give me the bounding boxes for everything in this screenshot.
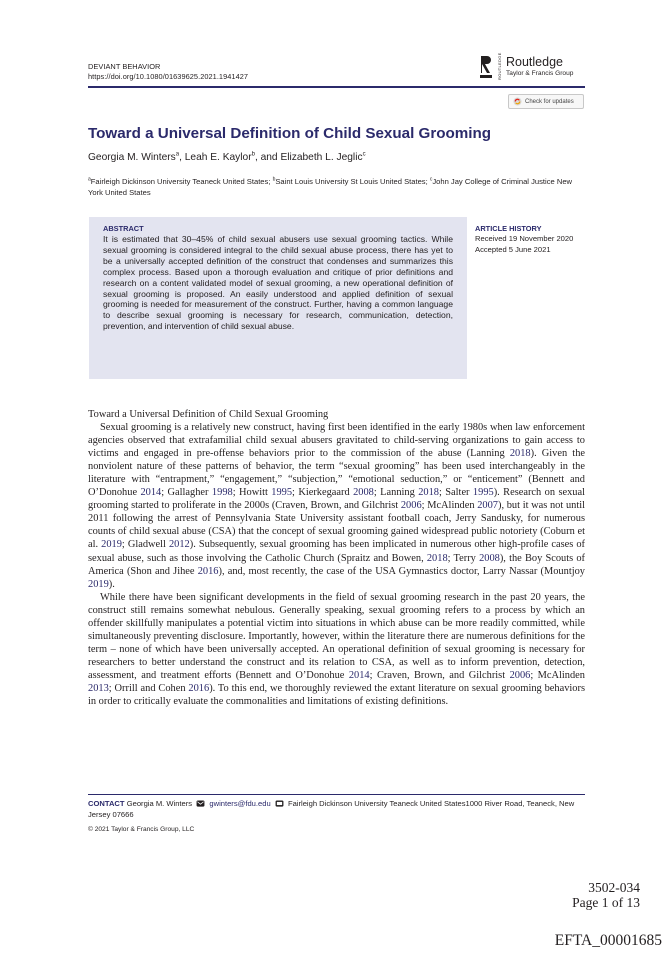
citation-link[interactable]: 2013 bbox=[88, 682, 109, 694]
citation-link[interactable]: 1998 bbox=[211, 487, 233, 499]
citation-link[interactable]: 2016 bbox=[188, 682, 210, 694]
body-paragraph-2: While there have been significant developments in the field of sexual grooming research in the past 20 years, the construct still remains somewhat nebulous. Generally speaking, sexual grooming refers to a process by which an offender skillfully manipulates a potential victim into situations in which abuse can be more readily committed, while simultaneously preventing disclosure. Importantly, however, within the literature there are numerous definitions for the term – none of which have been universally accepted. An operational definition of sexual grooming is necessary for researchers to better understand the construct and its relation to CSA, as well as to inform prevention, detection, assessment, and treatment efforts (Bennett and O’Donohue 2014; Craven, Brown, and Gilchrist 2006; McAlinden 2013; Orrill and Cohen 2016). To this end, we thoroughly reviewed the extant literature on sexual grooming behaviors in order to critically evaluate the commonalities and limitations of existing definitions. bbox=[88, 591, 585, 708]
citation-link[interactable]: 2007 bbox=[477, 500, 498, 512]
article-history bbox=[475, 224, 590, 255]
citation-link[interactable]: 2014 bbox=[348, 669, 370, 681]
author-name: Leah E. Kaylor bbox=[184, 152, 252, 163]
citation-link[interactable]: 1995 bbox=[472, 487, 494, 499]
citation-link[interactable]: 2018 bbox=[426, 552, 448, 564]
affiliation-text: Saint Louis University St Louis United States; bbox=[275, 177, 430, 186]
author-affiliation-marker: a bbox=[175, 151, 180, 158]
contact-name: Georgia M. Winters bbox=[126, 799, 193, 808]
publisher-name: Routledge bbox=[506, 55, 563, 69]
citation-link[interactable]: 2016 bbox=[197, 565, 219, 577]
citation-link[interactable]: 1995 bbox=[271, 487, 293, 499]
contact-address: Fairleigh Dickinson University Teaneck United States1000 River Road, Teaneck, New Jersey 07666 bbox=[88, 799, 575, 819]
author-affiliation-marker: b bbox=[251, 151, 255, 158]
affiliation-marker: c bbox=[429, 176, 433, 183]
contact-label: CONTACT bbox=[88, 799, 125, 808]
affiliations bbox=[88, 177, 588, 198]
citation-link[interactable]: 2006 bbox=[400, 500, 422, 512]
check-updates-label: Check for updates bbox=[525, 98, 574, 105]
citation-link[interactable]: 2014 bbox=[140, 487, 162, 499]
received-date: Received 19 November 2020 bbox=[475, 234, 574, 244]
body-paragraph-1: Sexual grooming is a relatively new construct, having first been identified in the early 1980s when law enforcement agencies observed that extrafamilial child sexual abusers gravitated to child-serving organizations to gain access to victims and engaged in pre-offense behaviors prior to the commission of the abuse (Lanning 2018). Given the nonviolent nature of these patterns of behavior, the term “sexual grooming” has been used interchangeably in the literature with “entrapment,” “engagement,” “subjection,” “emotional seduction,” or “enticement” (Bennett and O’Donohue 2014; Gallagher 1998; Howitt 1995; Kierkegaard 2008; Lanning 2018; Salter 1995). Research on sexual grooming started to proliferate in the 2000s (Craven, Brown, and Gilchrist 2006; McAlinden 2007), but it was not until 2011 following the arrest of Pennsylvania State University assistant football coach, Jerry Sandusky, for numerous counts of child sexual abuse (CSA) that the concept of sexual grooming gained widespread public notoriety (Coburn et al. 2019; Gladwell 2012). Subsequently, sexual grooming has been implicated in numerous other high-profile cases of sexual abuse, such as those involving the Catholic Church (Spraitz and Bowen, 2018; Terry 2008), the Boy Scouts of America (Shon and Jihee 2016), and, most recently, the case of the USA Gymnastics doctor, Larry Nassar (Mountjoy 2019). bbox=[88, 422, 586, 590]
affiliation-marker: b bbox=[272, 176, 276, 183]
citation-link[interactable]: 2018 bbox=[509, 448, 531, 460]
routledge-logo-icon bbox=[479, 54, 493, 80]
author-name: Elizabeth L. Jeglic bbox=[280, 152, 363, 163]
check-updates-icon bbox=[513, 97, 522, 106]
citation-link[interactable]: 2008 bbox=[479, 552, 500, 564]
citation-link[interactable]: 2012 bbox=[168, 539, 190, 551]
journal-header bbox=[88, 62, 248, 82]
address-icon bbox=[275, 800, 284, 807]
citation-link[interactable]: 2006 bbox=[509, 669, 531, 681]
section-title: Toward a Universal Definition of Child Sexual Grooming bbox=[88, 409, 329, 420]
journal-name: DEVIANT BEHAVIOR bbox=[88, 62, 161, 71]
article-title: Toward a Universal Definition of Child Sexual Grooming bbox=[88, 125, 492, 142]
page-number: Page 1 of 13 bbox=[572, 895, 640, 910]
abstract-box bbox=[89, 217, 467, 379]
publisher-vertical-text: ROUTLEDGE bbox=[497, 52, 502, 80]
email-icon bbox=[196, 800, 205, 807]
abstract-text: It is estimated that 30–45% of child sexual abusers use sexual grooming tactics. While sexual grooming is considered integral to the child sexual abuse process, there has yet to be a universally accepted definition of the construct that condenses and summarizes this complex process. Based upon a thorough evaluation and critique of prior definitions and research on a content validated model of sexual grooming, a new operational definition of sexual grooming is proposed. An easily understood and applied definition of sexual grooming is needed for measurement of the construct. Further, having a common language to describe sexual grooming is necessary for research, communication, detection, prevention, and intervention of child sexual abuse. bbox=[103, 234, 453, 332]
document-number: 3502-034 bbox=[588, 880, 640, 895]
citation-link[interactable]: 2008 bbox=[353, 487, 374, 499]
abstract-heading: ABSTRACT bbox=[103, 224, 144, 233]
bates-number: EFTA_00001685 bbox=[554, 932, 662, 949]
author-name: Georgia M. Winters bbox=[88, 152, 176, 163]
check-updates-button[interactable] bbox=[508, 94, 584, 109]
publisher-subtitle: Taylor & Francis Group bbox=[506, 70, 574, 77]
article-history-heading: ARTICLE HISTORY bbox=[475, 224, 542, 233]
affiliation-text: Fairleigh Dickinson University Teaneck United States; bbox=[90, 177, 273, 186]
author-list: Georgia M. Winters$^a$, Leah E. Kaylor$^b$, and Elizabeth L. Jeglic$^c$ bbox=[88, 151, 366, 163]
contact-divider bbox=[88, 794, 585, 795]
citation-link[interactable]: 2019 bbox=[88, 578, 109, 590]
copyright-notice: © 2021 Taylor & Francis Group, LLC bbox=[88, 826, 195, 833]
header-divider bbox=[88, 86, 585, 88]
author-affiliation-marker: c bbox=[362, 151, 366, 158]
affiliation-marker: a bbox=[88, 176, 91, 183]
article-body bbox=[88, 408, 585, 708]
affiliation-text: John Jay College of Criminal Justice New York United States bbox=[88, 177, 573, 197]
contact-block bbox=[88, 798, 585, 820]
doi-link[interactable]: https://doi.org/10.1080/01639625.2021.1941427 bbox=[88, 72, 249, 81]
contact-email-link[interactable]: gwinters@fdu.edu bbox=[209, 799, 271, 808]
accepted-date: Accepted 5 June 2021 bbox=[475, 244, 551, 254]
citation-link[interactable]: 2018 bbox=[418, 487, 439, 499]
publisher-logo bbox=[479, 54, 573, 80]
citation-link[interactable]: 2019 bbox=[101, 539, 122, 551]
